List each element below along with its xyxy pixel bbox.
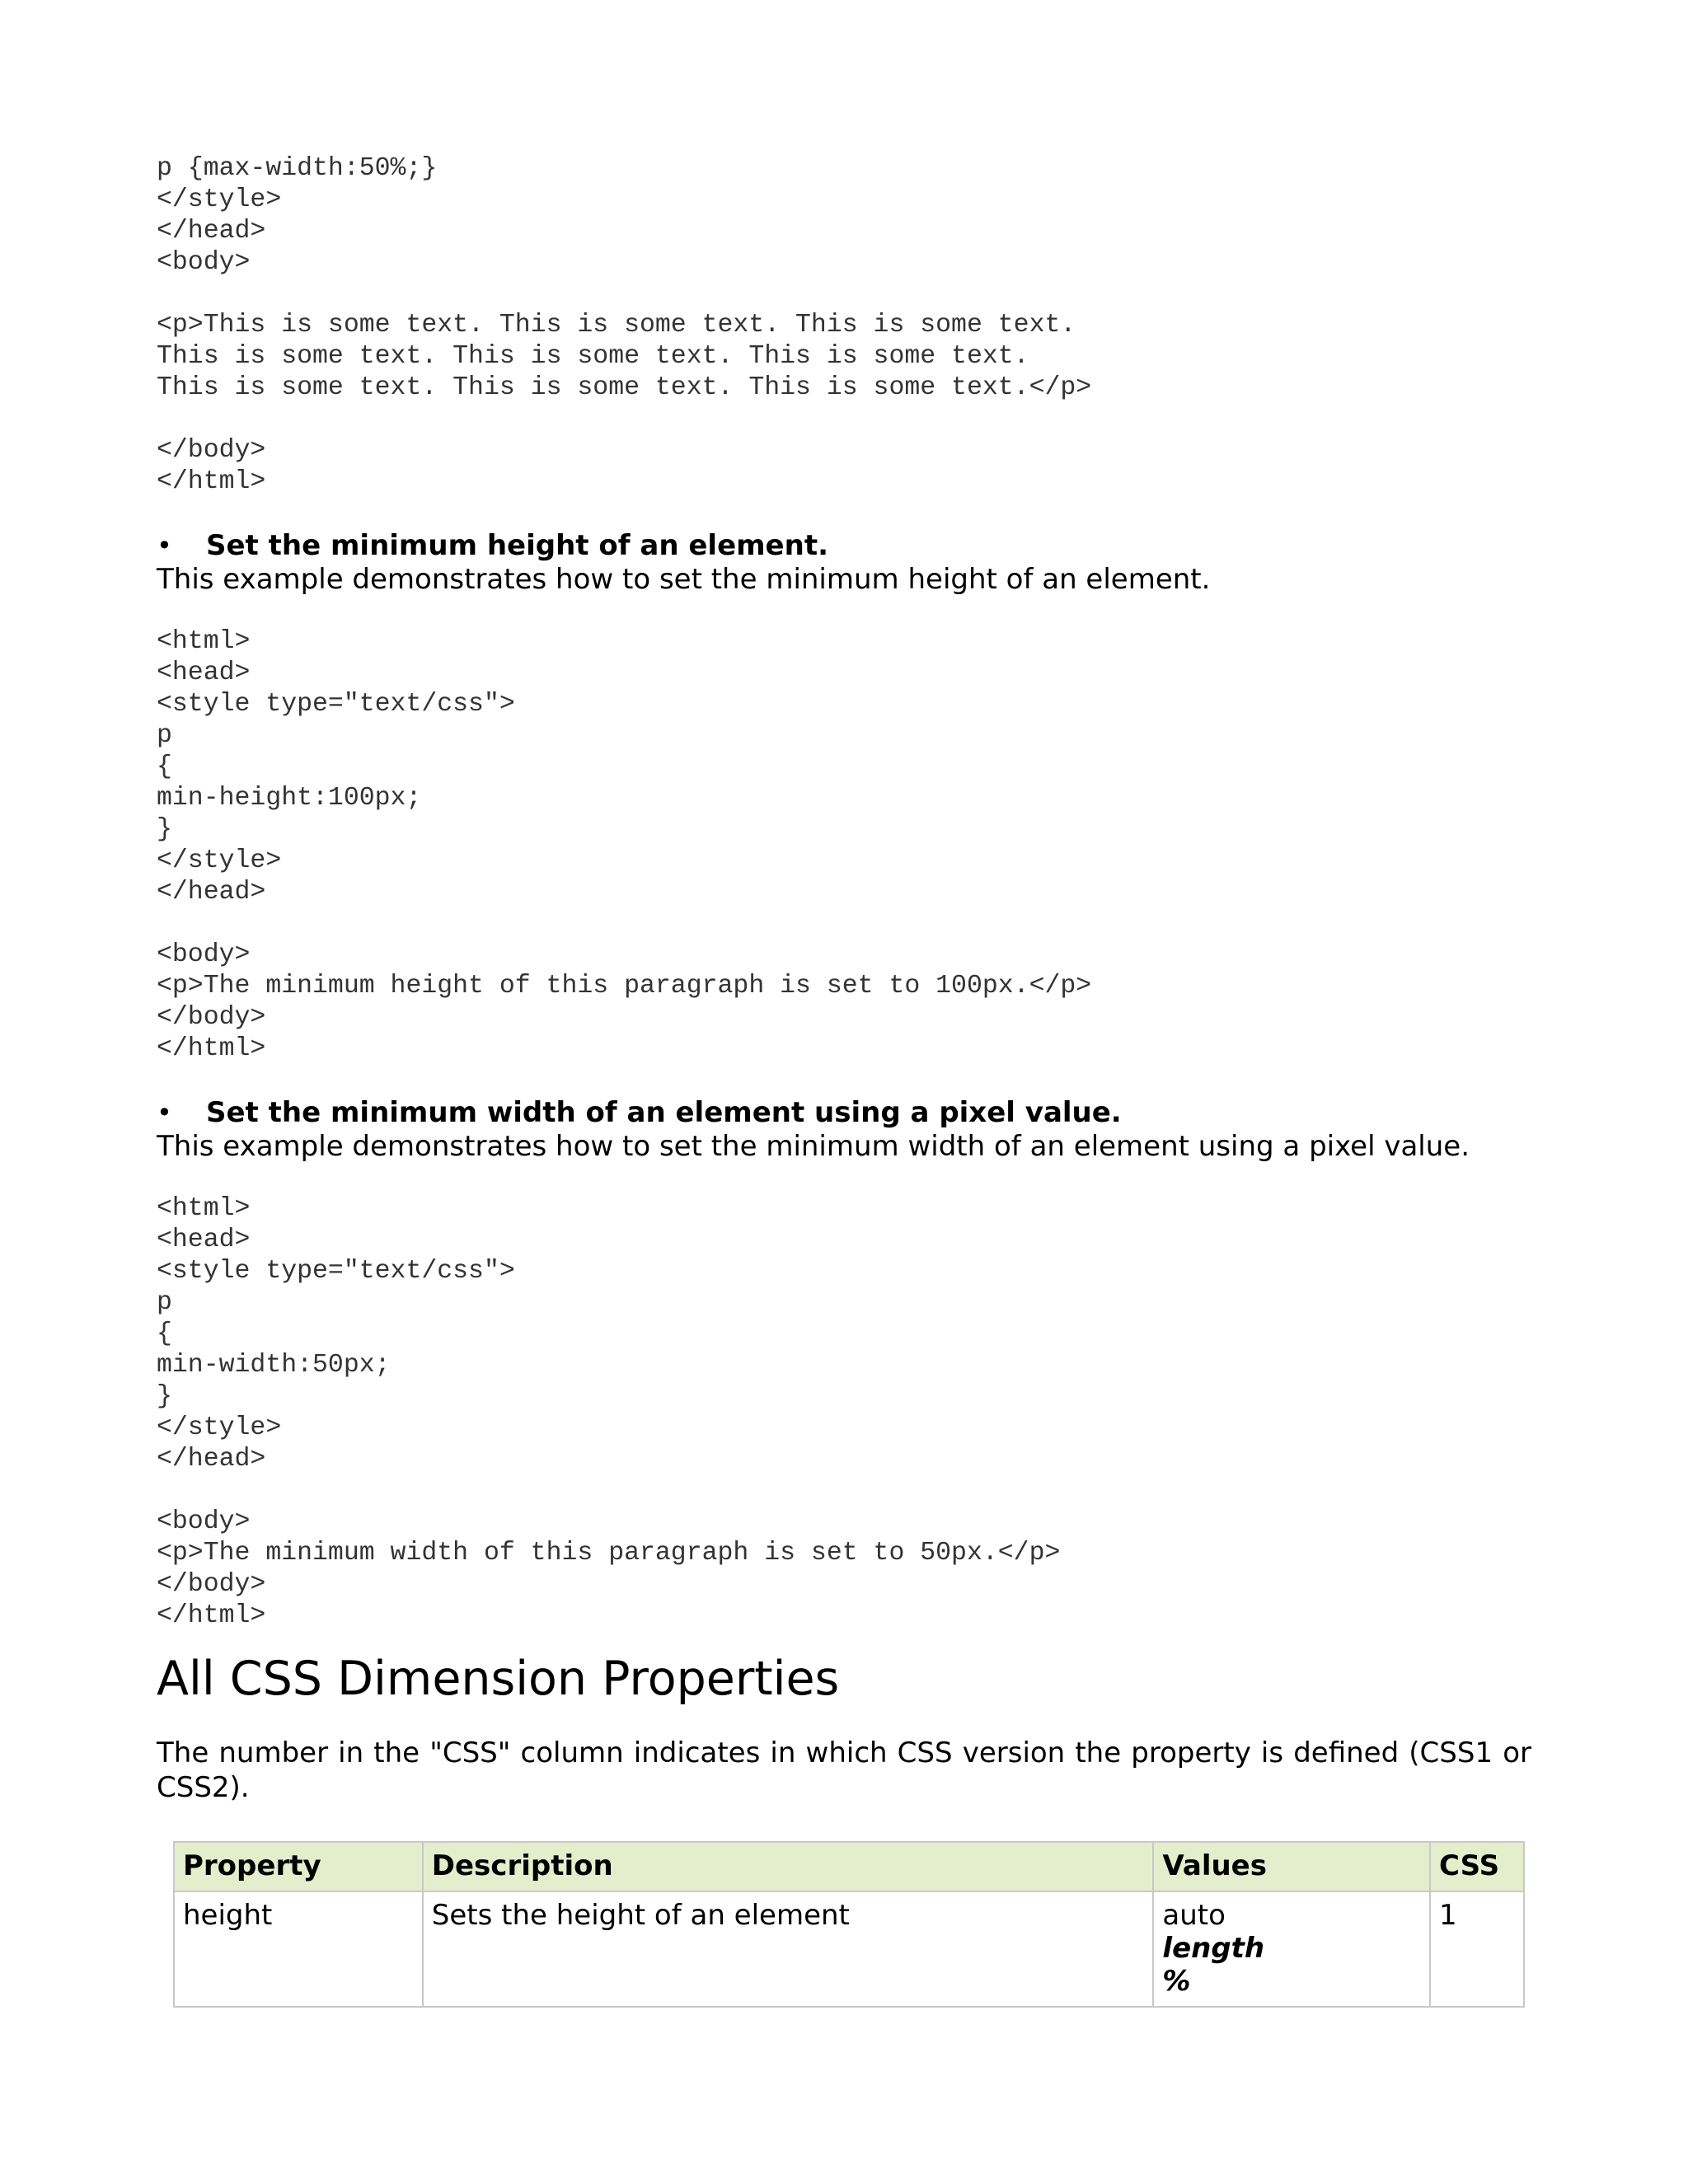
header-property: Property: [174, 1842, 423, 1891]
value-item: auto: [1162, 1899, 1226, 1932]
example-heading: [157, 1096, 1531, 1129]
header-css: CSS: [1430, 1842, 1524, 1891]
example-description: This example demonstrates how to set the minimum height of an element.: [157, 563, 1211, 596]
cell-values: [1153, 1891, 1430, 2007]
example-min-width: [157, 1096, 1531, 1632]
document-page: [157, 153, 1531, 2008]
code-block-max-width: p {max-width:50%;} </style> </head> <body> <p>This is some text. This is some text. This is some text. This is some text. This is some text. This is some text. This is some text. This is some text. This is some text.</p> </body> </html>: [157, 154, 1092, 496]
example-heading-text: Set the minimum height of an element.: [206, 529, 828, 562]
properties-table: [173, 1841, 1525, 2008]
cell-description: Sets the height of an element: [423, 1891, 1154, 2007]
section-intro: The number in the "CSS" column indicates in which CSS version the property is defined (CSS1 or CSS2).: [157, 1736, 1531, 1804]
example-heading: [157, 529, 1531, 562]
cell-css: 1: [1430, 1891, 1524, 2007]
example-description: This example demonstrates how to set the minimum width of an element using a pixel value.: [157, 1130, 1470, 1163]
header-values: Values: [1153, 1842, 1430, 1891]
value-item: %: [1162, 1965, 1191, 1998]
code-block-min-width: <html> <head> <style type="text/css"> p { min-width:50px; } </style> </head> <body> <p>The minimum width of this paragraph is set to 50px.</p> </body> </html>: [157, 1194, 1061, 1630]
table-header-row: [174, 1842, 1524, 1891]
section-title: All CSS Dimension Properties: [157, 1652, 840, 1706]
value-item: length: [1162, 1932, 1265, 1965]
header-description: Description: [423, 1842, 1154, 1891]
code-block-min-height: <html> <head> <style type="text/css"> p { min-height:100px; } </style> </head> <body> <p>The minimum height of this paragraph is set to 100px.</p> </body> </html>: [157, 627, 1092, 1063]
table-row: [174, 1891, 1524, 2007]
example-min-height: [157, 529, 1531, 1065]
bullet-icon: •: [157, 530, 172, 561]
bullet-icon: •: [157, 1097, 172, 1128]
cell-property: height: [174, 1891, 423, 2007]
example-heading-text: Set the minimum width of an element using a pixel value.: [206, 1096, 1122, 1129]
